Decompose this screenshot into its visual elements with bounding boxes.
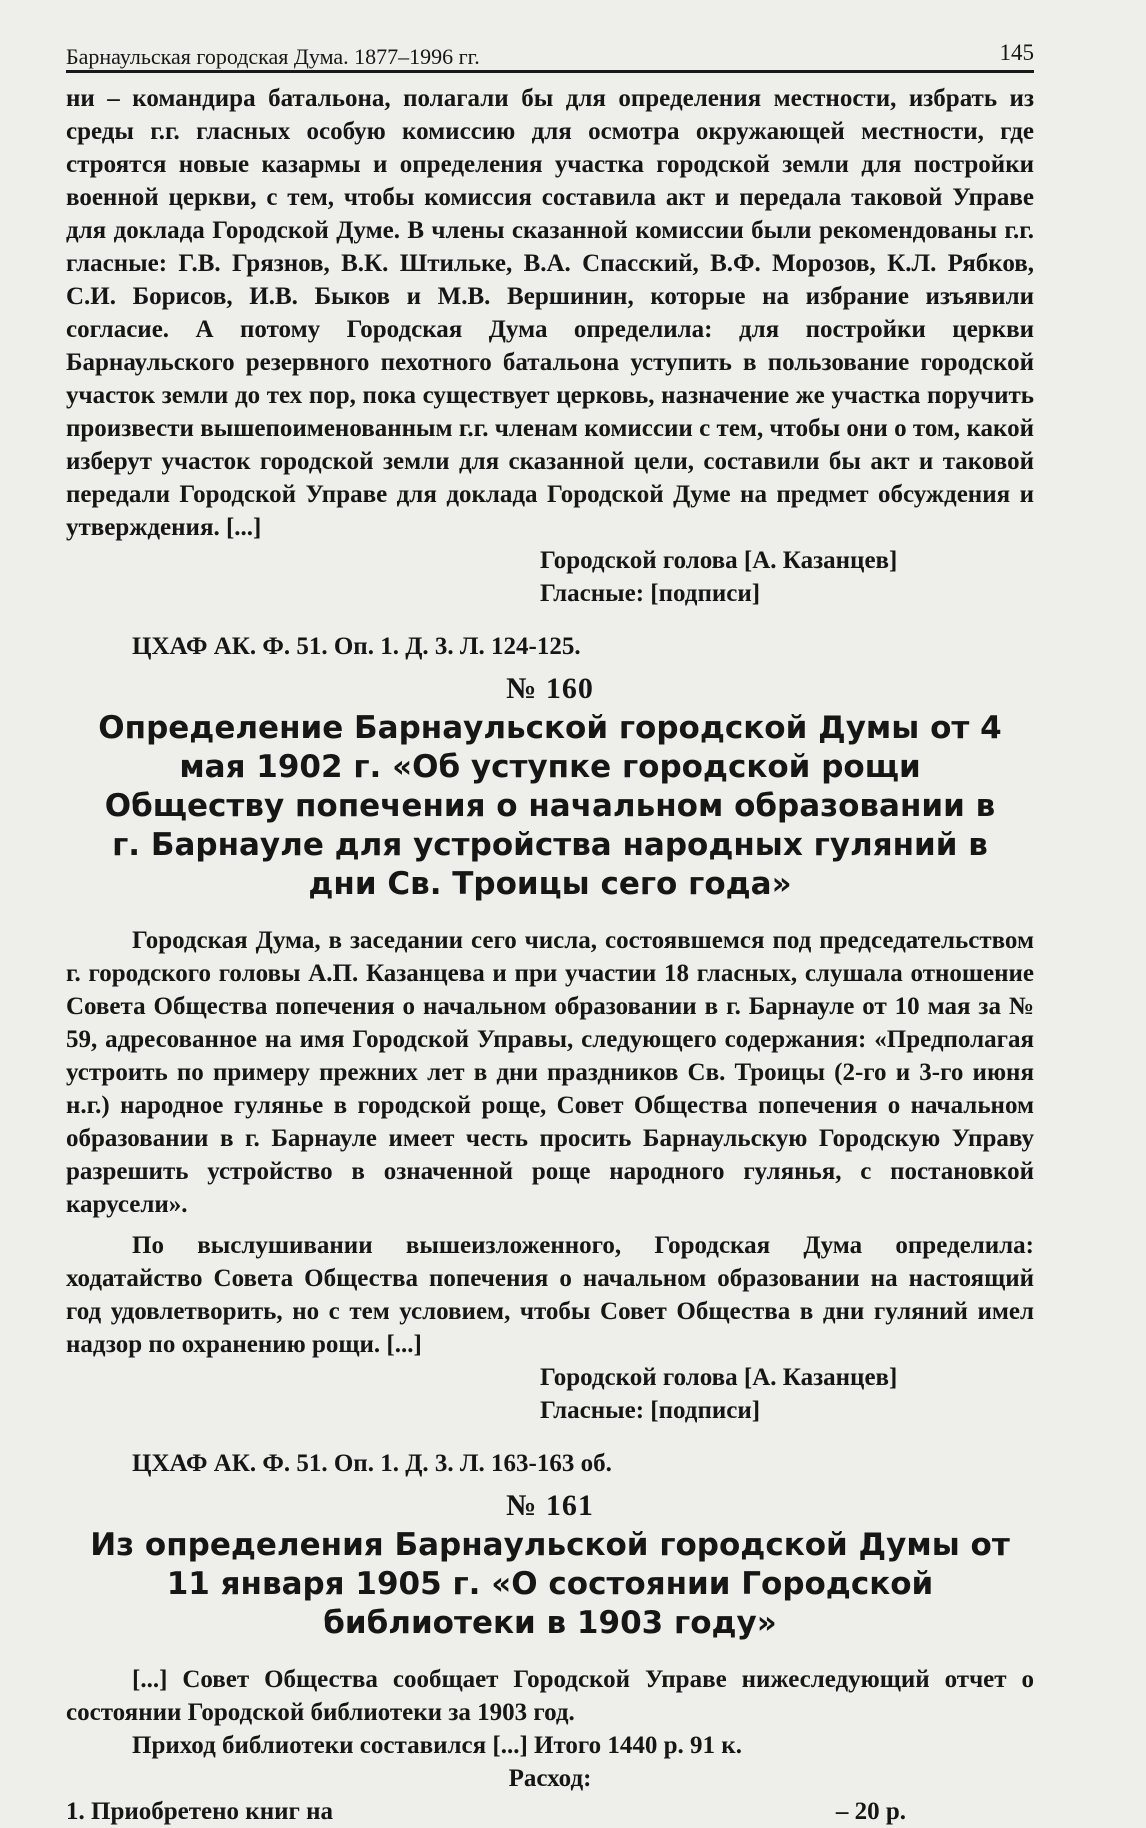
page-number: 145 bbox=[999, 40, 1034, 65]
page-content bbox=[66, 82, 1034, 1828]
expense-item-value: – 20 р. bbox=[835, 1798, 906, 1825]
doc161-expense-heading: Расход: bbox=[508, 1765, 592, 1792]
doc161-expense-item bbox=[66, 1795, 906, 1828]
doc161-number: № 161 bbox=[506, 1489, 594, 1522]
doc160-paragraph-1: Городская Дума, в заседании сего числа, состоявшемся под председательством г. городского головы А.П. Казанцева и при участии 18 гласных, слушала отношение Совета Общества попечения о начальном образовании в г. Барнауле от 10 мая за № 59, адресованное на имя Городской Управы, следующего содержания: «Предполагая устроить по примеру прежних лет в дни праздников Св. Троицы (2-го и 3-го июня н.г.) народное гулянье в городской роще, Совет Общества попечения о начальном образовании в г. Барнауле имеет честь просить Барнаульскую Городскую Управу разрешить устройство в означенной роще народного гулянья, с постановкой карусели». bbox=[66, 927, 1034, 1218]
expense-item-label: 1. Приобретено книг на bbox=[66, 1798, 334, 1825]
doc160-signature-members: Гласные: [подписи] bbox=[540, 1397, 761, 1424]
doc160-paragraph-2: По выслушивании вышеизложенного, Городская Дума определила: ходатайство Совета Общества попечения о начальном образовании на настоящий год удовлетворить, но с тем условием, чтобы Совет Общества в дни гуляний имел надзор по охранению рощи. [...] bbox=[66, 1232, 1034, 1358]
doc159-source: ЦХАФ АК. Ф. 51. Оп. 1. Д. 3. Л. 124-125. bbox=[132, 633, 581, 660]
doc160-source: ЦХАФ АК. Ф. 51. Оп. 1. Д. 3. Л. 163-163 об. bbox=[132, 1450, 612, 1477]
doc159-signature-members: Гласные: [подписи] bbox=[540, 580, 761, 607]
doc161-paragraph-2: Приход библиотеки составился [...] Итого 1440 р. 91 к. bbox=[132, 1732, 742, 1759]
doc161-title: Из определения Барнаульской городской Думы от 11 января 1905 г. «О состоянии Городской библиотеки в 1903 году» bbox=[90, 1527, 1010, 1641]
doc161-paragraph-1: [...] Совет Общества сообщает Городской Управе нижеследующий отчет о состоянии Городской библиотеки за 1903 год. bbox=[66, 1666, 1034, 1726]
doc159-continuation: ни – командира батальона, полагали бы для определения местности, избрать из среды г.г. гласных особую комиссию для осмотра окружающей местности, где строятся новые казармы и определения участка городской земли для постройки военной церкви, с тем, чтобы комиссия составила акт и передала таковой Управе для доклада Городской Думе. В члены сказанной комиссии были рекомендованы г.г. гласные: Г.В. Грязнов, В.К. Штильке, В.А. Спасский, В.Ф. Морозов, К.Л. Рябков, С.И. Борисов, И.В. Быков и М.В. Вершинин, которые на избрание изъявили согласие. А потому Городская Дума определила: для постройки церкви Барнаульского резервного пехотного батальона уступить в пользование городской участок земли до тех пор, пока существует церковь, назначение же участка поручить произвести вышепоименованным г.г. членам комиссии с тем, чтобы они о том, какой изберут участок городской земли для сказанной цели, составили бы акт и таковой передали Городской Управе для доклада Городской Думе на предмет обсуждения и утверждения. [...] bbox=[66, 85, 1034, 541]
doc159-signature-head: Городской голова [А. Казанцев] bbox=[540, 547, 898, 574]
doc160-number: № 160 bbox=[506, 672, 594, 705]
doc160-signature-head: Городской голова [А. Казанцев] bbox=[540, 1364, 898, 1391]
running-title: Барнаульская городская Дума. 1877–1996 гг. bbox=[66, 44, 480, 69]
doc160-title: Определение Барнаульской городской Думы от 4 мая 1902 г. «Об уступке городской рощи Обществу попечения о начальном образовании в г. Барнауле для устройства народных гуляний в дни Св. Троицы сего года» bbox=[98, 710, 1002, 902]
page-header bbox=[66, 40, 1034, 73]
